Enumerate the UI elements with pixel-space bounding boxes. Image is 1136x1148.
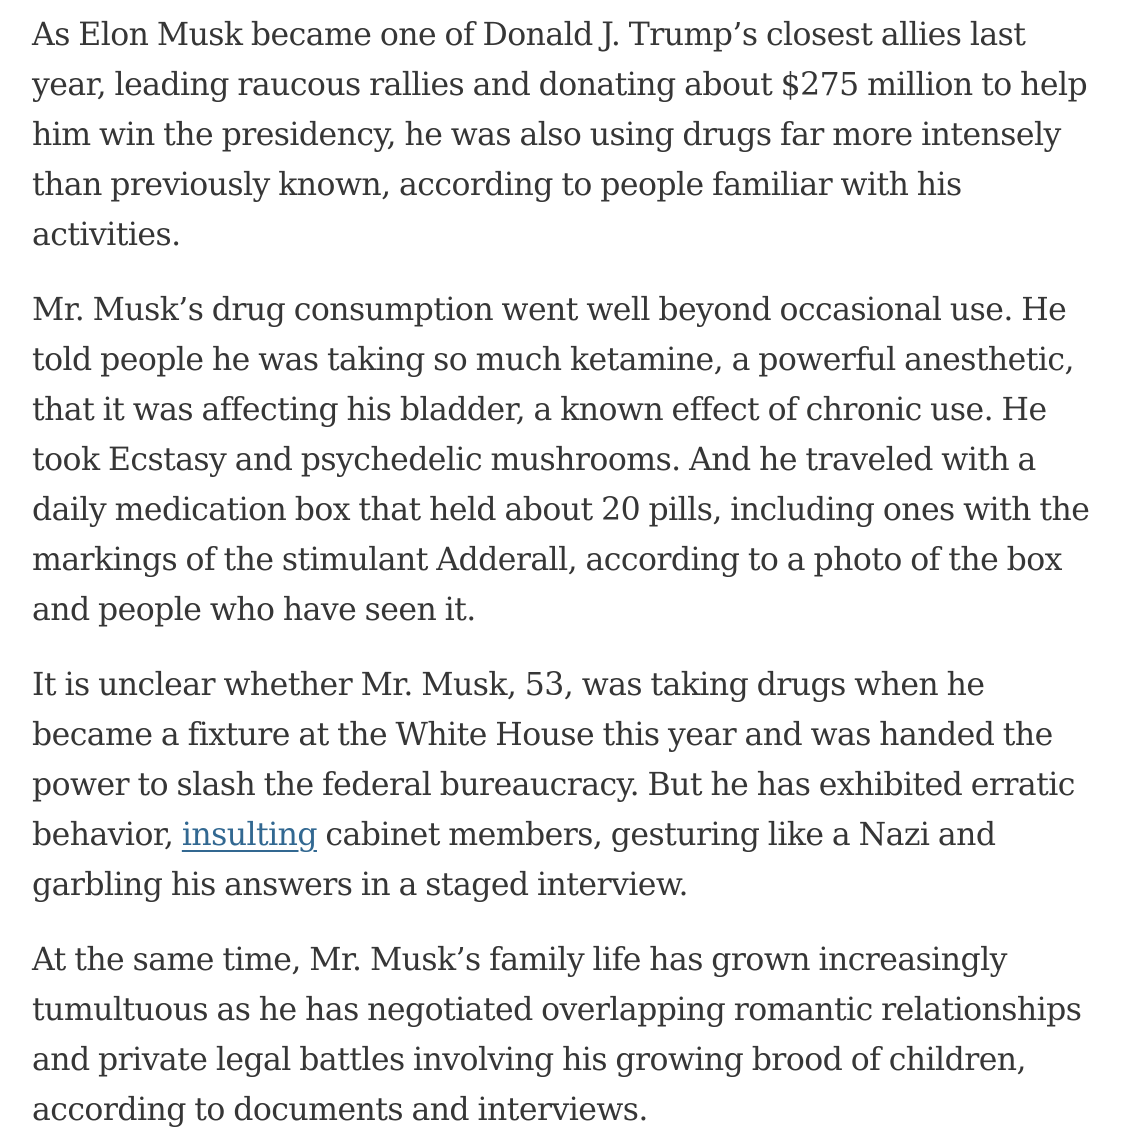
article-paragraph-3 — [32, 660, 1104, 910]
insulting-link[interactable]: insulting — [181, 817, 317, 853]
article-paragraph-4: At the same time, Mr. Musk’s family life has grown increasingly tumultuous as he has negotiated overlapping romantic relationships and private legal battles involving his growing brood of children, according to documents and interviews. — [32, 942, 1082, 1128]
paragraph-3-text-before: It is unclear whether Mr. Musk, 53, was taking drugs when he became a fixture at the White House this year and was handed the power to slash the federal bureaucracy. But he has exhibited erratic behavior, — [32, 667, 1075, 853]
article-paragraph-1: As Elon Musk became one of Donald J. Trump’s closest allies last year, leading raucous rallies and donating about $275 million to help him win the presidency, he was also using drugs far more intensely than previously known, according to people familiar with his activities. — [32, 17, 1088, 253]
article-paragraph-2: Mr. Musk’s drug consumption went well beyond occasional use. He told people he was taking so much ketamine, a powerful anesthetic, that it was affecting his bladder, a known effect of chronic use. He took Ecstasy and psychedelic mushrooms. And he traveled with a daily medication box that held about 20 pills, including ones with the markings of the stimulant Adderall, according to a photo of the box and people who have seen it. — [32, 292, 1090, 628]
paragraph-3-text-after: cabinet members, gesturing like a Nazi and garbling his answers in a staged interview. — [32, 817, 996, 903]
